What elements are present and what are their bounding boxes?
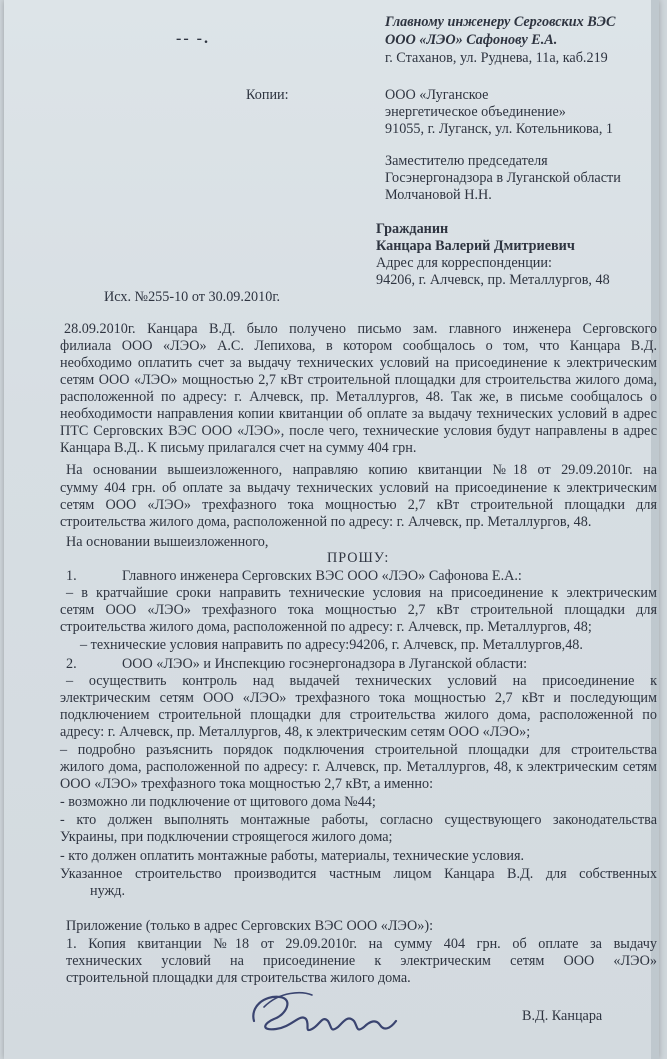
addressee-line-2: ООО «ЛЭО» Сафонову Е.А. — [385, 32, 558, 48]
p1-line-7: Канцара В.Д.. К письму прилагался счет на сумму 404 грн. — [60, 440, 417, 456]
appendix-line-2: строительной площадки для строительства жилого дома. — [66, 970, 411, 986]
item2-a-line-0: – осуществить контроль над выдачей технических условий на присоединение к — [66, 673, 657, 689]
p1-line-1: филиала ООО «ЛЭО» А.С. Лепихова, в котором сообщалось о том, что Канцара В.Д. — [60, 338, 657, 354]
item2-a-line-3: адресу: г. Алчевск, пр. Металлургов, 48, к электрическим сетям ООО «ЛЭО»; — [60, 724, 531, 740]
question-1: - возможно ли подключение от щитового дома №44; — [60, 794, 376, 810]
p1-line-4: расположенной по адресу: г. Алчевск, пр. Металлургов, 48. Так же, в письме сообщалось о — [60, 389, 657, 405]
p1-line-5: необходимости направления копии квитанции об оплате за выдачу технических условий в адрес — [60, 406, 657, 422]
outgoing-number: Исх. №255-10 от 30.09.2010г. — [104, 289, 281, 305]
item2-number: 2. — [66, 656, 77, 672]
item2-head: ООО «ЛЭО» и Инспекцию госэнергонадзора в Луганской области: — [122, 656, 528, 672]
appendix-line-0: 1. Копия квитанции №18 от 29.09.2010г. на сумму 404 грн. об оплате за выдачу — [66, 936, 657, 952]
question-3: - кто должен оплатить монтажные работы, материалы, технические условия. — [60, 848, 525, 864]
question-2-line-1: Украины, при подключении строящегося жилого дома; — [60, 829, 393, 845]
item1-b: – технические условия направить по адресу:94206, г. Алчевск, пр. Металлургов,48. — [80, 637, 583, 653]
p1-line-0: 28.09.2010г. Канцара В.Д. было получено письмо зам. главного инженера Серговского — [64, 321, 657, 337]
citizen-line-2: Канцара Валерий Дмитриевич — [376, 238, 575, 254]
item1-a-line-1: сетям ООО «ЛЭО» трехфазного тока мощностью 2,7 кВт строительной площадки для — [60, 602, 657, 618]
addressee-line-1: Главному инженеру Серговских ВЭС — [385, 14, 616, 30]
addressee-line-3: г. Стаханов, ул. Руднева, 11а, каб.219 — [385, 50, 608, 66]
note-line-0: Указанное строительство производится частным лицом Канцара В.Д. для собственных — [60, 866, 657, 882]
citizen-line-1: Гражданин — [376, 221, 449, 237]
appendix-head: Приложение (только в адрес Серговских ВЭС ООО «ЛЭО»): — [66, 918, 434, 934]
item2-a-line-2: подключением строительной площадки для строительства жилого дома, расположенной по — [60, 707, 657, 723]
request-title: ПРОШУ: — [327, 550, 390, 566]
item1-a-line-2: строительства жилого дома, расположенной по адресу: г. Алчевск, пр. Металлургов, 48; — [60, 619, 592, 635]
appendix-line-1: технических условий на присоединение к электрическим сетям ООО «ЛЭО» — [66, 953, 657, 969]
copy2-line-2: Госэнергонадзора в Луганской области — [385, 170, 621, 186]
document-page — [4, 0, 659, 1059]
item1-head: Главного инженера Серговских ВЭС ООО «ЛЭО» Сафонова Е.А.: — [122, 568, 522, 584]
copy1-line-2: энергетическое объединение» — [385, 104, 566, 120]
handwritten-signature — [240, 985, 410, 1045]
copies-label: Копии: — [246, 87, 289, 103]
p2-line-1: сумму 404 грн. об оплате за выдачу технических условий на присоединение к электрическим — [60, 480, 657, 496]
citizen-line-3: Адрес для корреспонденции: — [376, 255, 552, 271]
note-line-1: нужд. — [90, 883, 126, 899]
item2-b-line-1: жилого дома, расположенной по адресу: г. Алчевск, пр. Металлургов, 48, к электрическим сетям — [60, 759, 657, 775]
p1-line-2: необходимо оплатить счет за выдачу технических условий на присоединение к электрическим — [60, 355, 657, 371]
copy2-line-1: Заместителю председателя — [385, 153, 548, 169]
p1-line-6: ПТС Серговских ВЭС ООО «ЛЭО», после чего, технические условия будут направлены в адрес — [60, 423, 657, 439]
copy1-line-3: 91055, г. Луганск, ул. Котельникова, 1 — [385, 121, 614, 137]
p2-line-3: строительства жилого дома, расположенной по адресу: г. Алчевск, пр. Металлургов, 48. — [60, 514, 592, 530]
copy2-line-3: Молчановой Н.Н. — [385, 187, 492, 203]
question-2-line-0: - кто должен выполнять монтажные работы, согласно существующего законодательства — [60, 812, 657, 828]
p2-line-0: На основании вышеизложенного, направляю копию квитанции №18 от 29.09.2010г. на — [66, 462, 657, 478]
item2-a-line-1: электрическим сетям ООО «ЛЭО» трехфазного тока мощностью 2,7 кВт и последующим — [60, 690, 657, 706]
item2-b-line-0: – подробно разъяснить порядок подключения строительной площадки для строительства — [60, 742, 657, 758]
p2-line-2: сетям ООО «ЛЭО» трехфазного тока мощностью 2,7 кВт строительной площадки для — [60, 497, 657, 513]
item1-number: 1. — [66, 568, 77, 584]
signer-name: В.Д. Канцара — [522, 1008, 603, 1024]
citizen-line-4: 94206, г. Алчевск, пр. Металлургов, 48 — [376, 272, 610, 288]
p3: На основании вышеизложенного, — [66, 534, 269, 550]
item2-b-line-2: ООО «ЛЭО» трехфазного тока мощностью 2,7 кВт, а именно: — [60, 776, 434, 792]
item1-a-line-0: – в кратчайшие сроки направить технические условия на присоединение к электрическим — [66, 585, 657, 601]
corner-mark: -- -. — [176, 30, 210, 47]
p1-line-3: сетям ООО «ЛЭО» мощностью 2,7 кВт строительной площадки для строительства жилого дома, — [60, 372, 657, 388]
copy1-line-1: ООО «Луганское — [385, 87, 489, 103]
